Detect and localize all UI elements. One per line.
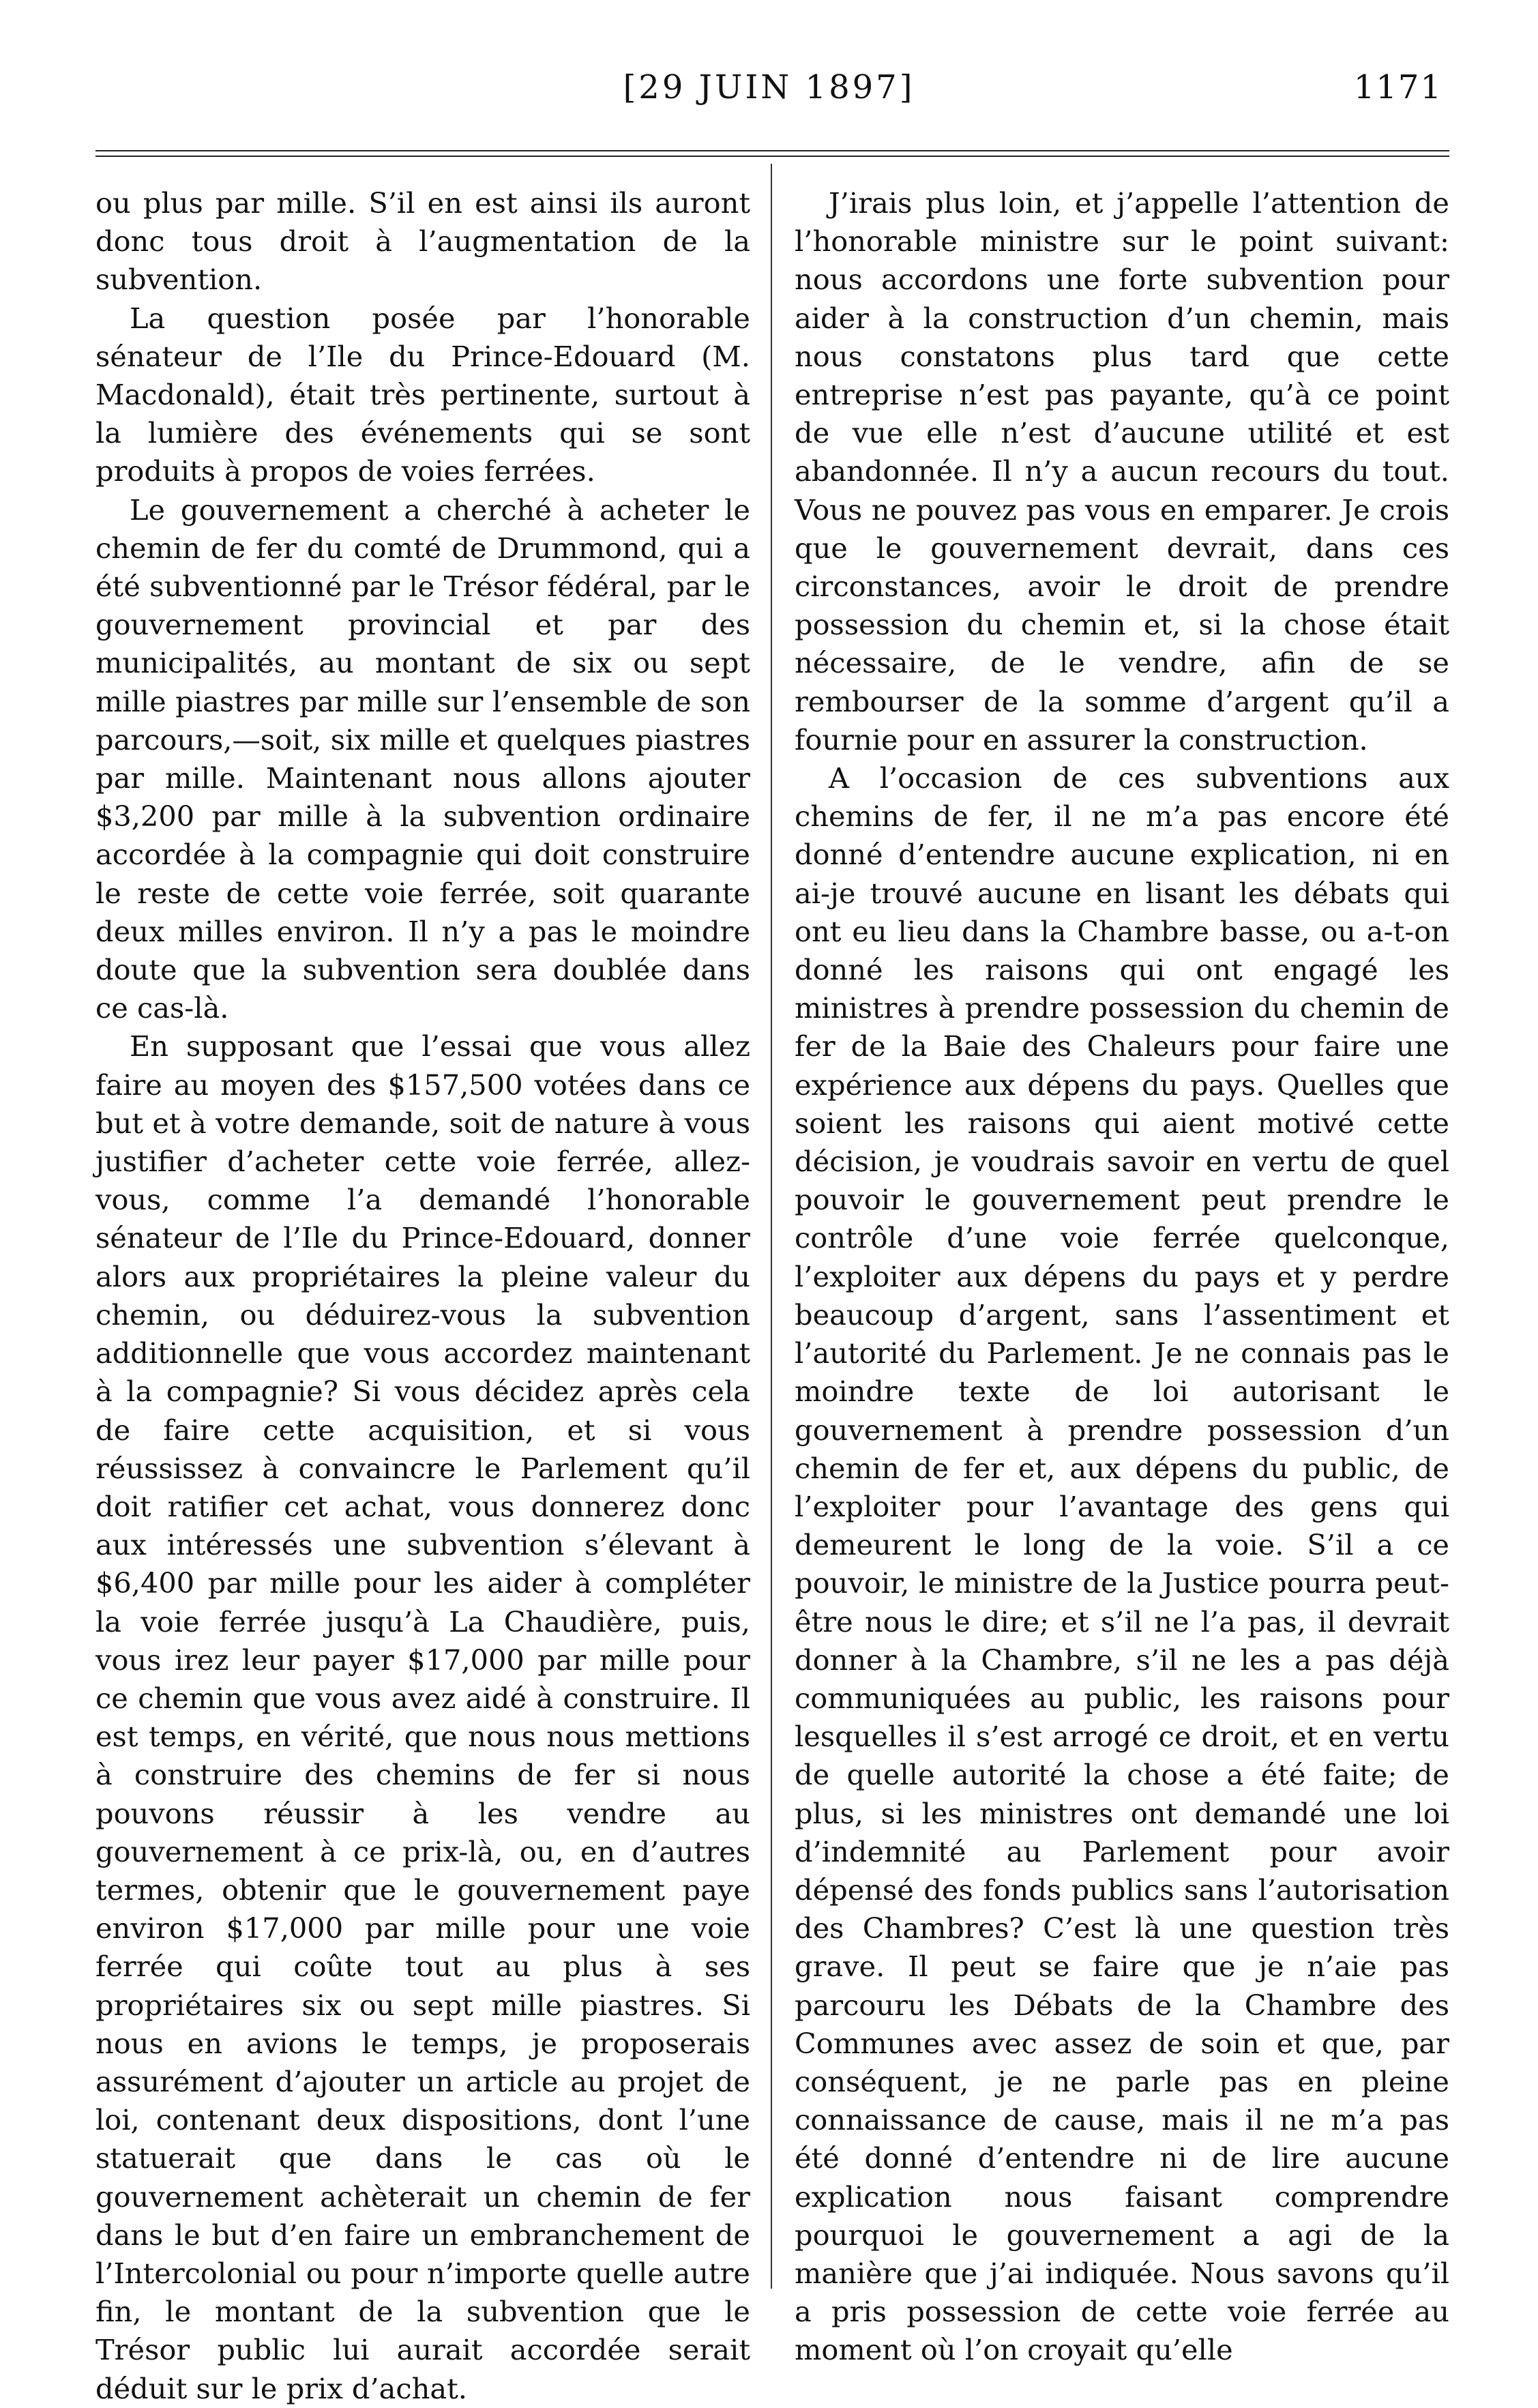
paragraph: J’irais plus loin, et j’appelle l’attention de l’honorable ministre sur le point suivant: nous accordons une forte subvention pour aider à la construction d’un chemin, mais nous constatons plus tard que cette entreprise n’est pas payante, qu’à ce point de vue elle n’est d’aucune utilité et est abandonnée. Il n’y a aucun recours du tout. Vous ne pouvez pas vous en emparer. Je crois que le gouvernement devrait, dans ces circonstances, avoir le droit de prendre possession du chemin et, si la chose était nécessaire, de le vendre, afin de se rembourser de la somme d’argent qu’il a fournie pour en assurer la construction. <box>795 186 1449 757</box>
paragraph: Le gouvernement a cherché à acheter le chemin de fer du comté de Drummond, qui a été subventionné par le Trésor fédéral, par le gouvernement provincial et par des municipalités, au montant de six ou sept mille piastres par mille sur l’ensemble de son parcours,—soit, six mille et quelques piastres par mille. Maintenant nous allons ajouter $3,200 par mille à la subvention ordinaire accordée à la compagnie qui doit construire le reste de cette voie ferrée, soit quarante deux milles environ. Il n’y a pas le moindre doute que la subvention sera doublée dans ce cas-là. <box>95 493 750 1025</box>
paragraph: En supposant que l’essai que vous allez faire au moyen des $157,500 votées dans ce but et à votre demande, soit de nature à vous justifier d’acheter cette voie ferrée, allez-vous, comme l’a demandé l’honorable sénateur de l’Ile du Prince-Edouard, donner alors aux propriétaires la pleine valeur du chemin, ou déduirez-vous la subvention additionnelle que vous accordez maintenant à la compagnie? Si vous décidez après cela de faire cette acquisition, et si vous réussissez à convaincre le Parlement qu’il doit ratifier cet achat, vous donnerez donc aux intéressés une subvention s’élevant à $6,400 par mille pour les aider à compléter la voie ferrée jusqu’à La Chaudière, puis, vous irez leur payer $17,000 par mille pour ce chemin que vous avez aidé à construire. Il est temps, en vérité, que nous nous mettions à construire des chemins de fer si nous pouvons réussir à les vendre au gouvernement à ce prix-là, ou, en d’autres termes, obtenir que le gouvernement paye environ $17,000 par mille pour une voie ferrée qui coûte tout au plus à ses propriétaires six ou sept mille piastres. Si nous en avions le temps, je proposerais assurément d’ajouter un article au projet de loi, contenant deux dispositions, dont l’une statuerait que dans le cas où le gouvernement achèterait un chemin de fer dans le but d’en faire un embranchement de l’Intercolonial ou pour n’importe quelle autre fin, le montant de la subvention que le Trésor public lui aurait accordée serait déduit sur le prix d’achat. <box>95 1029 750 2405</box>
paragraph: ou plus par mille. S’il en est ainsi ils auront donc tous droit à l’augmentation de la subvention. <box>95 186 750 297</box>
column-divider <box>771 164 772 2289</box>
right-column <box>795 184 1449 2370</box>
header-rule <box>95 150 1449 157</box>
paragraph: A l’occasion de ces subventions aux chemins de fer, il ne m’a pas encore été donné d’entendre aucune explication, ni en ai-je trouvé aucune en lisant les débats qui ont eu lieu dans la Chambre basse, ou a-t-on donné les raisons qui ont engagé les ministres à prendre possession du chemin de fer de la Baie des Chaleurs pour faire une expérience aux dépens du pays. Quelles que soient les raisons qui aient motivé cette décision, je voudrais savoir en vertu de quel pouvoir le gouvernement peut prendre le contrôle d’une voie ferrée quelconque, l’exploiter aux dépens du pays et y perdre beaucoup d’argent, sans l’assentiment et l’autorité du Parlement. Je ne connais pas le moindre texte de loi autorisant le gouvernement à prendre possession d’un chemin de fer et, aux dépens du public, de l’exploiter pour l’avantage des gens qui demeurent le long de la voie. S’il a ce pouvoir, le ministre de la Justice pourra peut-être nous le dire; et s’il ne l’a pas, il devrait donner à la Chambre, s’il ne les a pas déjà communiquées au public, les raisons pour lesquelles il s’est arrogé ce droit, et en vertu de quelle autorité la chose a été faite; de plus, si les ministres ont demandé une loi d’indemnité au Parlement pour avoir dépensé des fonds publics sans l’autorisation des Chambres? C’est là une question très grave. Il peut se faire que je n’aie pas parcouru les Débats de la Chambre des Communes avec assez de soin et que, par conséquent, je ne parle pas en pleine connaissance de cause, mais il ne m’a pas été donné d’entendre ni de lire aucune explication nous faisant comprendre pourquoi le gouvernement a agi de la manière que j’ai indiquée. Nous savons qu’il a pris possession de cette voie ferrée au moment où l’on croyait qu’elle <box>795 761 1449 2367</box>
paragraph: La question posée par l’honorable sénateur de l’Ile du Prince-Edouard (M. Macdonald), était très pertinente, surtout à la lumière des événements qui se sont produits à propos de voies ferrées. <box>95 301 750 488</box>
left-column <box>95 184 750 2408</box>
page-date: [29 JUIN 1897] <box>623 68 915 106</box>
page-header <box>0 0 1538 136</box>
page-number: 1171 <box>1353 68 1443 106</box>
